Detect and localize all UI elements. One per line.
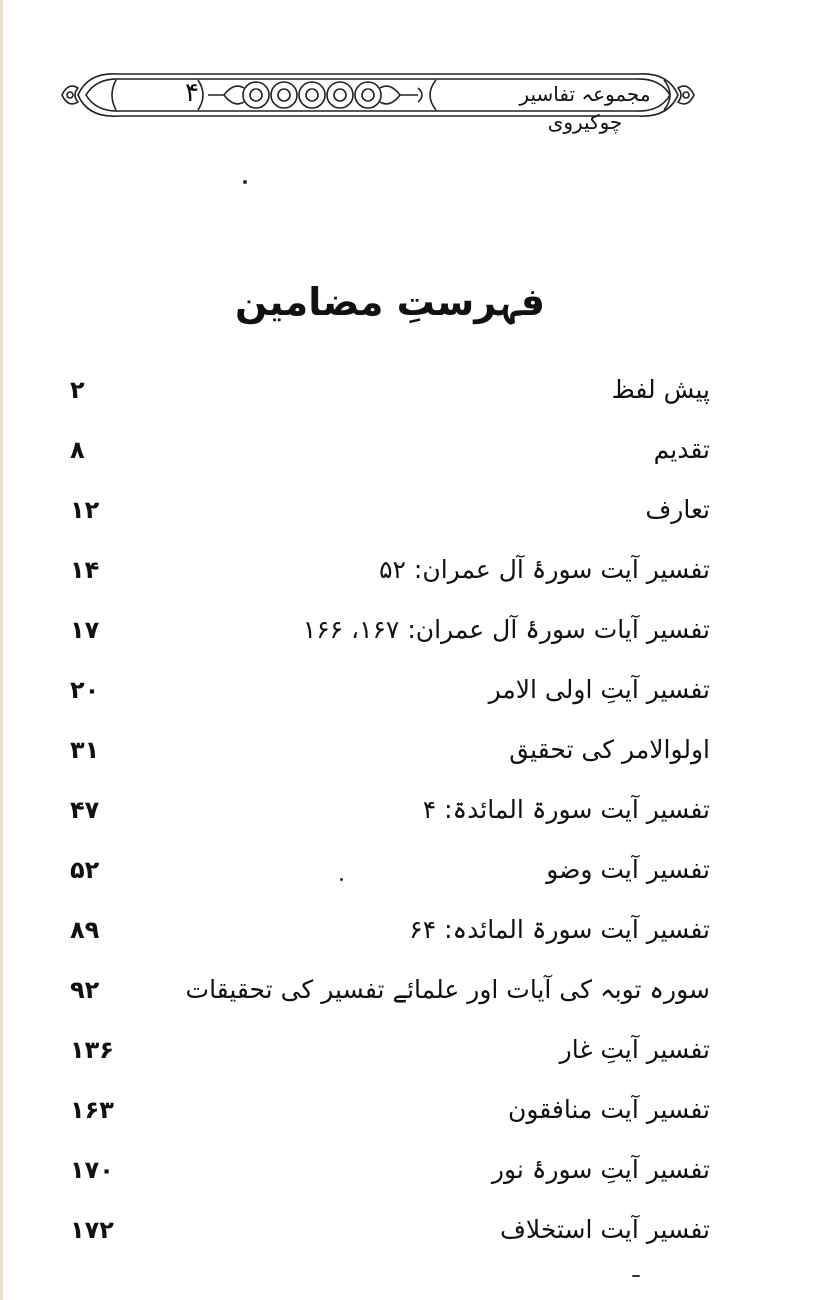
toc-entry-title: تفسیر آیت سورۃ المائدۃ: ۴ xyxy=(422,795,710,824)
print-speck xyxy=(632,1275,640,1277)
toc-entry-page: ۵۲ xyxy=(70,856,100,884)
toc-entry-page: ۲ xyxy=(70,376,85,404)
toc-entry-page: ۱۷ xyxy=(70,616,100,644)
toc-entry-title: تفسیر آیتِ سورۂ نور xyxy=(491,1155,710,1184)
print-speck xyxy=(243,180,247,184)
toc-entry xyxy=(70,780,710,840)
toc-entry xyxy=(70,540,710,600)
toc-heading: فہرستِ مضامین xyxy=(234,280,546,324)
toc-entry-page: ۱۷۰ xyxy=(70,1156,114,1184)
toc-entry xyxy=(70,660,710,720)
page-edge xyxy=(0,0,3,1300)
toc-list xyxy=(70,360,710,1260)
toc-entry xyxy=(70,360,710,420)
toc-entry-page: ۸ xyxy=(70,436,85,464)
book-title: مجموعہ تفاسیر چوکیروی xyxy=(519,82,651,134)
toc-entry xyxy=(70,600,710,660)
toc-entry-title: تفسیر آیت منافقون xyxy=(507,1095,710,1124)
toc-entry xyxy=(70,480,710,540)
toc-entry-title: تفسیر آیات سورۂ آل عمران: ۱۶۷، ۱۶۶ xyxy=(302,615,710,644)
page-number: ۴ xyxy=(185,78,199,108)
toc-entry-title: پیش لفظ xyxy=(611,375,710,404)
toc-entry-page: ۱۳۶ xyxy=(70,1036,114,1064)
toc-entry-page: ۱۲ xyxy=(70,496,100,524)
toc-entry xyxy=(70,1020,710,1080)
toc-entry-page: ۱۶۳ xyxy=(70,1096,114,1124)
toc-entry xyxy=(70,900,710,960)
toc-entry xyxy=(70,1140,710,1200)
toc-entry-title: تعارف xyxy=(645,495,710,524)
toc-entry xyxy=(70,720,710,780)
toc-entry-page: ۱۷۲ xyxy=(70,1216,114,1244)
toc-entry-title: سورہ توبہ کی آیات اور علمائے تفسیر کی تحقیقات xyxy=(185,975,710,1004)
toc-entry-title: تقدیم xyxy=(653,435,710,464)
toc-entry xyxy=(70,420,710,480)
toc-entry-page: ۲۰ xyxy=(70,676,100,704)
toc-entry-title: تفسیر آیت وضو xyxy=(546,855,710,884)
toc-entry xyxy=(70,1200,710,1260)
toc-entry-page: ۸۹ xyxy=(70,916,100,944)
toc-entry-page: ۳۱ xyxy=(70,736,100,764)
toc-entry-title: تفسیر آیتِ اولی الامر xyxy=(488,675,710,704)
running-header xyxy=(58,64,698,134)
toc-entry-title: تفسیر آیتِ غار xyxy=(559,1035,710,1064)
toc-entry xyxy=(70,1080,710,1140)
toc-entry-title: تفسیر آیت سورۂ آل عمران: ۵۲ xyxy=(379,555,710,584)
toc-entry-title: تفسیر آیت سورۃ المائدہ: ۶۴ xyxy=(409,915,710,944)
toc-entry-title: اولوالامر کی تحقیق xyxy=(509,735,710,764)
toc-entry-title: تفسیر آیت استخلاف xyxy=(500,1215,710,1244)
toc-entry xyxy=(70,840,710,900)
toc-entry-page: ۱۴ xyxy=(70,556,100,584)
toc-entry-page: ۹۲ xyxy=(70,976,100,1004)
toc-entry-page: ۴۷ xyxy=(70,796,100,824)
toc-entry xyxy=(70,960,710,1020)
